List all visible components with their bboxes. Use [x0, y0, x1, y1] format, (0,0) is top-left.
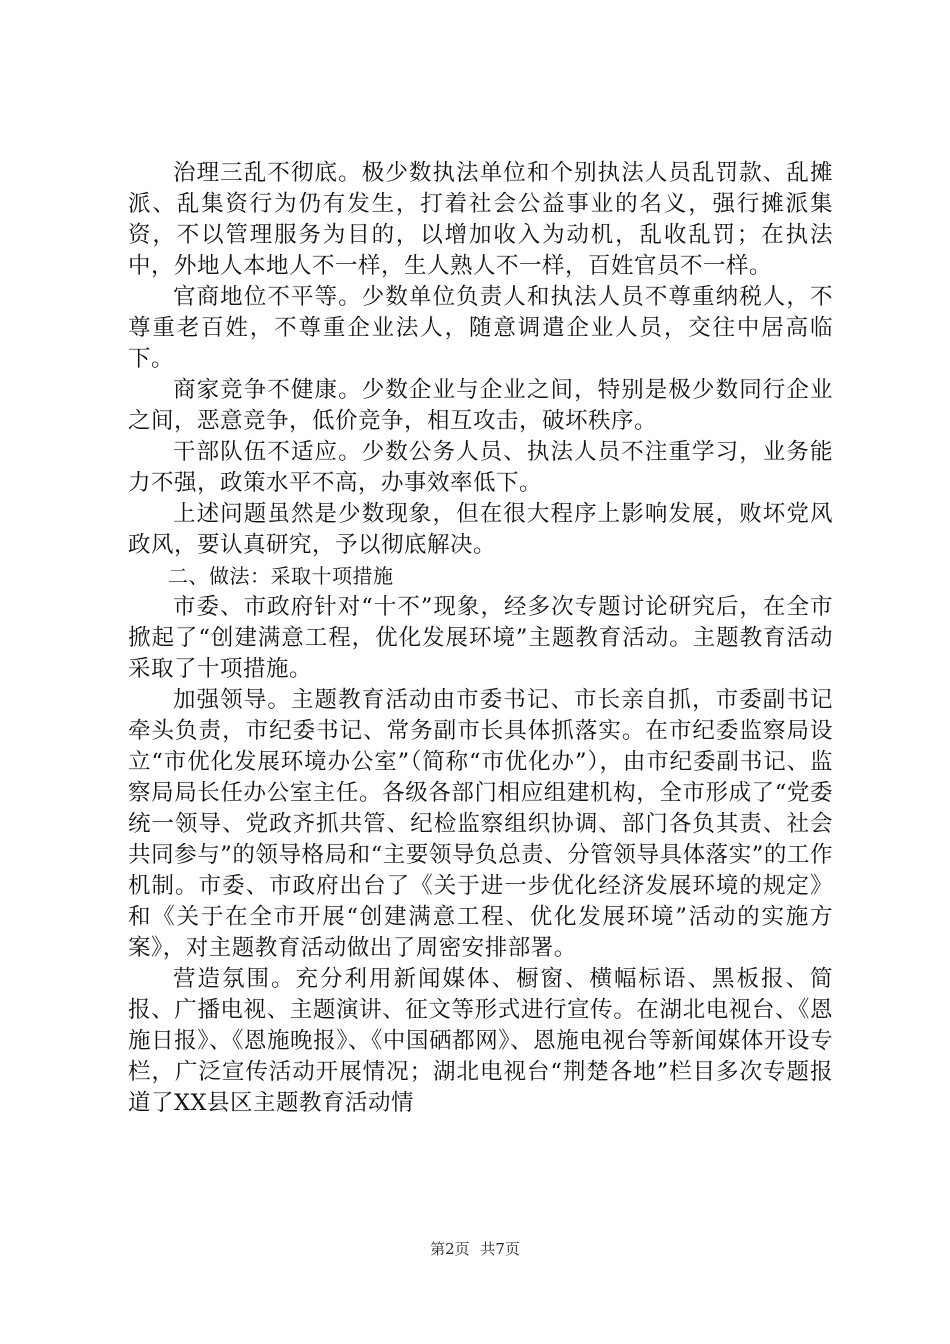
paragraph-problem-summary: 上述问题虽然是少数现象，但在很大程序上影响发展，败坏党风政风，要认真研究，予以彻底解决。: [128, 501, 833, 558]
paragraph-measures-intro: 市委、市政府针对“十不”现象，经多次专题讨论研究后，在全市掀起了“创建满意工程，优化发展环境”主题教育活动。主题教育活动采取了十项措施。: [128, 594, 833, 682]
paragraph-create-atmosphere: 营造氛围。充分利用新闻媒体、橱窗、横幅标语、黑板报、简报、广播电视、主题演讲、征文等形式进行宣传。在湖北电视台、《恩施日报》、《恩施晚报》、《中国硒都网》、恩施电视台等新闻媒体开设专栏，广泛宣传活动开展情况；湖北电视台“荆楚各地”栏目多次专题报道了XX县区主题教育活动情: [128, 966, 833, 1116]
paragraph-strengthen-leadership: 加强领导。主题教育活动由市委书记、市长亲自抓，市委副书记牵头负责，市纪委书记、常务副市长具体抓落实。在市纪委监察局设立“市优化发展环境办公室”（简称“市优化办”），由市纪委副书记、监察局局长任办公室主任。各级各部门相应组建机构，全市形成了“党委统一领导、党政齐抓共管、纪检监察组织协调、部门各负其责、社会共同参与”的领导格局和“主要领导负总责、分管领导具体落实”的工作机制。市委、市政府出台了《关于进一步优化经济发展环境的规定》和《关于在全市开展“创建满意工程、优化发展环境”活动的实施方案》，对主题教育活动做出了周密安排部署。: [128, 687, 833, 961]
section-heading-measures: 二、做法：采取十项措施: [168, 564, 394, 588]
paragraph-cadre-team: 干部队伍不适应。少数公务人员、执法人员不注重学习，业务能力不强，政策水平不高，办事效率低下。: [128, 439, 833, 496]
page-footer: [0, 1239, 950, 1259]
paragraph-business-competition: 商家竞争不健康。少数企业与企业之间，特别是极少数同行企业之间，恶意竞争，低价竞争，相互攻击，破坏秩序。: [128, 377, 833, 434]
paragraph-official-business-status: 官商地位不平等。少数单位负责人和执法人员不尊重纳税人，不尊重老百姓，不尊重企业法人，随意调遣企业人员，交往中居高临下。: [128, 284, 833, 372]
document-body: [128, 158, 833, 1119]
page-total: 共7页: [480, 1240, 520, 1258]
page-number: 第2页: [430, 1240, 470, 1258]
paragraph-chaos-governance: 治理三乱不彻底。极少数执法单位和个别执法人员乱罚款、乱摊派、乱集资行为仍有发生，打着社会公益事业的名义，强行摊派集资，不以管理服务为目的，以增加收入为动机，乱收乱罚；在执法中，外地人本地人不一样，生人熟人不一样，百姓官员不一样。: [128, 160, 833, 279]
